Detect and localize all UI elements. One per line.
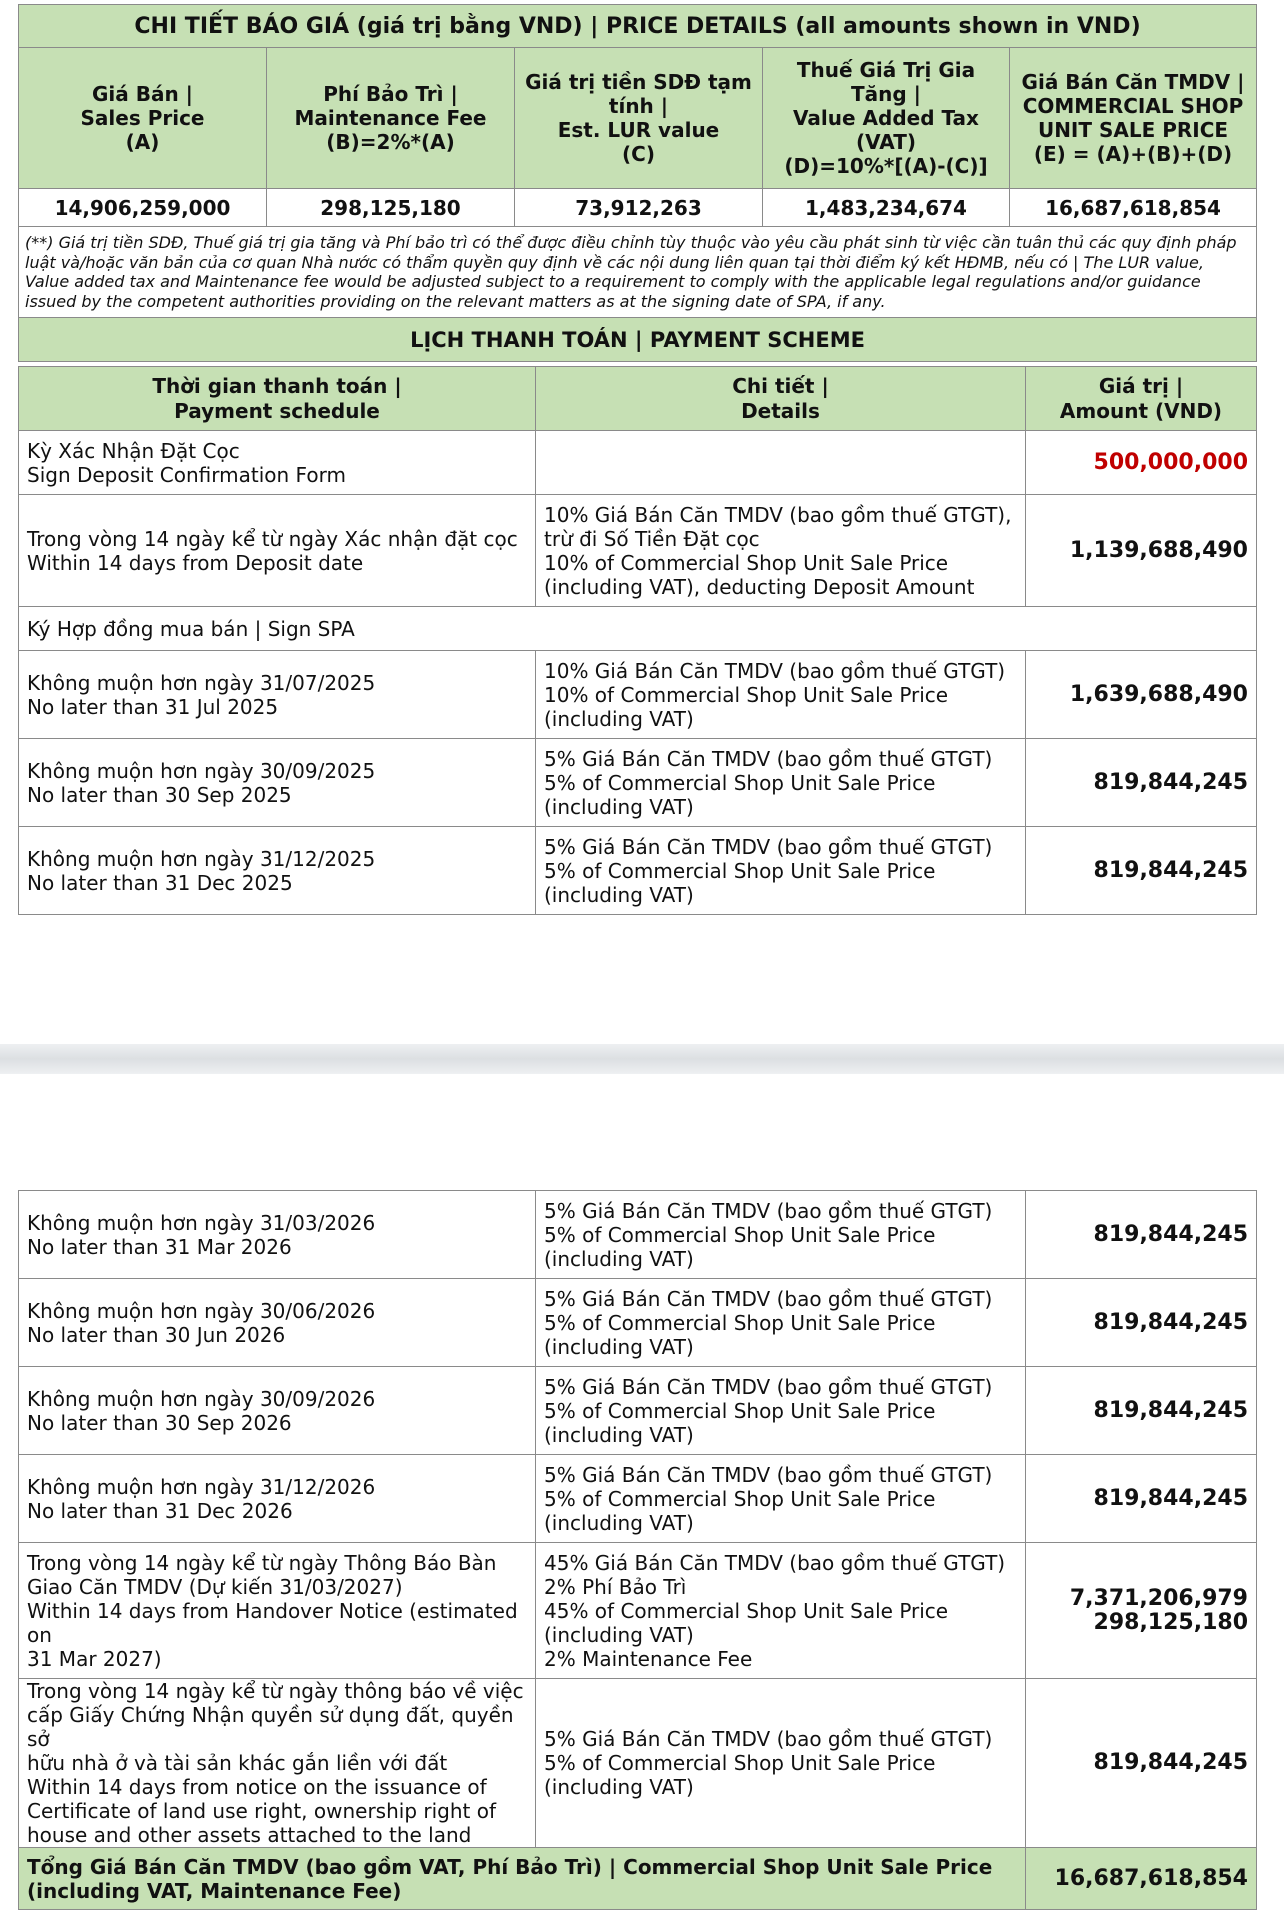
header-maintenance-fee: Phí Bảo Trì | Maintenance Fee (B)=2%*(A) (267, 48, 515, 189)
table-row (19, 1191, 1257, 1279)
table-row (19, 1543, 1257, 1679)
page-break (0, 1044, 1284, 1074)
price-details-title: CHI TIẾT BÁO GIÁ (giá trị bằng VND) | PRICE DETAILS (all amounts shown in VND) (19, 5, 1257, 48)
payment-scheme-table-page-2 (18, 1190, 1257, 1910)
table-row (19, 607, 1257, 651)
header-lur-value: Giá trị tiền SDĐ tạm tính | Est. LUR value (C) (515, 48, 763, 189)
amount-cell: 819,844,245 (1026, 827, 1257, 915)
amount-cell: 1,639,688,490 (1026, 651, 1257, 739)
details-cell: 5% Giá Bán Căn TMDV (bao gồm thuế GTGT) 5% of Commercial Shop Unit Sale Price (including VAT) (536, 1455, 1026, 1543)
table-row (19, 1279, 1257, 1367)
value-maintenance-fee: 298,125,180 (267, 189, 515, 227)
amount-cell: 819,844,245 (1026, 1679, 1257, 1848)
adjustment-note: (**) Giá trị tiền SDĐ, Thuế giá trị gia tăng và Phí bảo trì có thể được điều chỉnh tùy thuộc vào yêu cầu phát sinh từ việc cần tuân thủ các quy định pháp luật và/hoặc văn bản của cơ quan Nhà nước có thẩm quyền quy định về các nội dung liên quan tại thời điểm ký kết HĐMB, nếu có | The LUR value, Value added tax and Maintenance fee would be adjusted subject to a requirement to comply with the applicable legal regulations and/or guidance issued by the competent authorities providing on the relevant matters as at the signing date of SPA, if any. (19, 227, 1257, 318)
amount-cell: 7,371,206,979 298,125,180 (1026, 1543, 1257, 1679)
header-sales-price: Giá Bán | Sales Price (A) (19, 48, 267, 189)
header-vat: Thuế Giá Trị Gia Tăng | Value Added Tax (VAT) (D)=10%*[(A)-(C)] (763, 48, 1010, 189)
schedule-cell: Không muộn hơn ngày 30/09/2025 No later than 30 Sep 2025 (19, 739, 536, 827)
schedule-cell: Trong vòng 14 ngày kể từ ngày Thông Báo Bàn Giao Căn TMDV (Dự kiến 31/03/2027) Within 14 days from Handover Notice (estimated on 31 Mar 2027) (19, 1543, 536, 1679)
payment-scheme-title: LỊCH THANH TOÁN | PAYMENT SCHEME (19, 318, 1257, 362)
details-cell: 5% Giá Bán Căn TMDV (bao gồm thuế GTGT) 5% of Commercial Shop Unit Sale Price (including VAT) (536, 739, 1026, 827)
value-sales-price: 14,906,259,000 (19, 189, 267, 227)
schedule-cell: Không muộn hơn ngày 31/03/2026 No later than 31 Mar 2026 (19, 1191, 536, 1279)
details-cell: 10% Giá Bán Căn TMDV (bao gồm thuế GTGT), trừ đi Số Tiền Đặt cọc 10% of Commercial Shop Unit Sale Price (including VAT), deducting Deposit Amount (536, 495, 1026, 607)
schedule-cell: Không muộn hơn ngày 30/06/2026 No later than 30 Jun 2026 (19, 1279, 536, 1367)
amount-cell: 819,844,245 (1026, 1367, 1257, 1455)
amount-cell: 819,844,245 (1026, 1191, 1257, 1279)
table-row (19, 431, 1257, 495)
price-details-table (18, 4, 1257, 362)
details-cell: 5% Giá Bán Căn TMDV (bao gồm thuế GTGT) 5% of Commercial Shop Unit Sale Price (including VAT) (536, 1191, 1026, 1279)
table-row (19, 1455, 1257, 1543)
details-cell: 5% Giá Bán Căn TMDV (bao gồm thuế GTGT) 5% of Commercial Shop Unit Sale Price (including VAT) (536, 1279, 1026, 1367)
details-cell (536, 431, 1026, 495)
total-amount: 16,687,618,854 (1026, 1848, 1257, 1910)
schedule-cell: Trong vòng 14 ngày kể từ ngày Xác nhận đặt cọc Within 14 days from Deposit date (19, 495, 536, 607)
schedule-cell: Ký Hợp đồng mua bán | Sign SPA (19, 607, 1257, 651)
total-row (19, 1848, 1257, 1910)
value-unit-sale-price: 16,687,618,854 (1010, 189, 1257, 227)
schedule-cell: Không muộn hơn ngày 31/07/2025 No later than 31 Jul 2025 (19, 651, 536, 739)
header-amount: Giá trị | Amount (VND) (1026, 367, 1257, 431)
header-payment-schedule: Thời gian thanh toán | Payment schedule (19, 367, 536, 431)
header-details: Chi tiết | Details (536, 367, 1026, 431)
amount-cell: 500,000,000 (1026, 431, 1257, 495)
schedule-cell: Kỳ Xác Nhận Đặt Cọc Sign Deposit Confirmation Form (19, 431, 536, 495)
amount-cell: 819,844,245 (1026, 739, 1257, 827)
schedule-cell: Không muộn hơn ngày 31/12/2026 No later than 31 Dec 2026 (19, 1455, 536, 1543)
amount-cell: 1,139,688,490 (1026, 495, 1257, 607)
amount-cell: 819,844,245 (1026, 1279, 1257, 1367)
total-label: Tổng Giá Bán Căn TMDV (bao gồm VAT, Phí Bảo Trì) | Commercial Shop Unit Sale Price (including VAT, Maintenance Fee) (19, 1848, 1026, 1910)
schedule-cell: Không muộn hơn ngày 31/12/2025 No later than 31 Dec 2025 (19, 827, 536, 915)
value-lur-value: 73,912,263 (515, 189, 763, 227)
amount-cell: 819,844,245 (1026, 1455, 1257, 1543)
details-cell: 5% Giá Bán Căn TMDV (bao gồm thuế GTGT) 5% of Commercial Shop Unit Sale Price (including VAT) (536, 827, 1026, 915)
details-cell: 45% Giá Bán Căn TMDV (bao gồm thuế GTGT) 2% Phí Bảo Trì 45% of Commercial Shop Unit Sale Price (including VAT) 2% Maintenance Fee (536, 1543, 1026, 1679)
details-cell: 5% Giá Bán Căn TMDV (bao gồm thuế GTGT) 5% of Commercial Shop Unit Sale Price (including VAT) (536, 1679, 1026, 1848)
schedule-cell: Trong vòng 14 ngày kể từ ngày thông báo về việc cấp Giấy Chứng Nhận quyền sử dụng đất, quyền sở hữu nhà ở và tài sản khác gắn liền với đất Within 14 days from notice on the issuance of Certificate of land use right, ownership right of house and other assets attached to the land (19, 1679, 536, 1848)
table-row (19, 495, 1257, 607)
details-cell: 10% Giá Bán Căn TMDV (bao gồm thuế GTGT) 10% of Commercial Shop Unit Sale Price (including VAT) (536, 651, 1026, 739)
table-row (19, 827, 1257, 915)
header-unit-sale-price: Giá Bán Căn TMDV | COMMERCIAL SHOP UNIT SALE PRICE (E) = (A)+(B)+(D) (1010, 48, 1257, 189)
payment-scheme-table-page-1 (18, 366, 1257, 915)
details-cell: 5% Giá Bán Căn TMDV (bao gồm thuế GTGT) 5% of Commercial Shop Unit Sale Price (including VAT) (536, 1367, 1026, 1455)
schedule-cell: Không muộn hơn ngày 30/09/2026 No later than 30 Sep 2026 (19, 1367, 536, 1455)
table-row (19, 1679, 1257, 1848)
table-row (19, 739, 1257, 827)
table-row (19, 651, 1257, 739)
value-vat: 1,483,234,674 (763, 189, 1010, 227)
table-row (19, 1367, 1257, 1455)
